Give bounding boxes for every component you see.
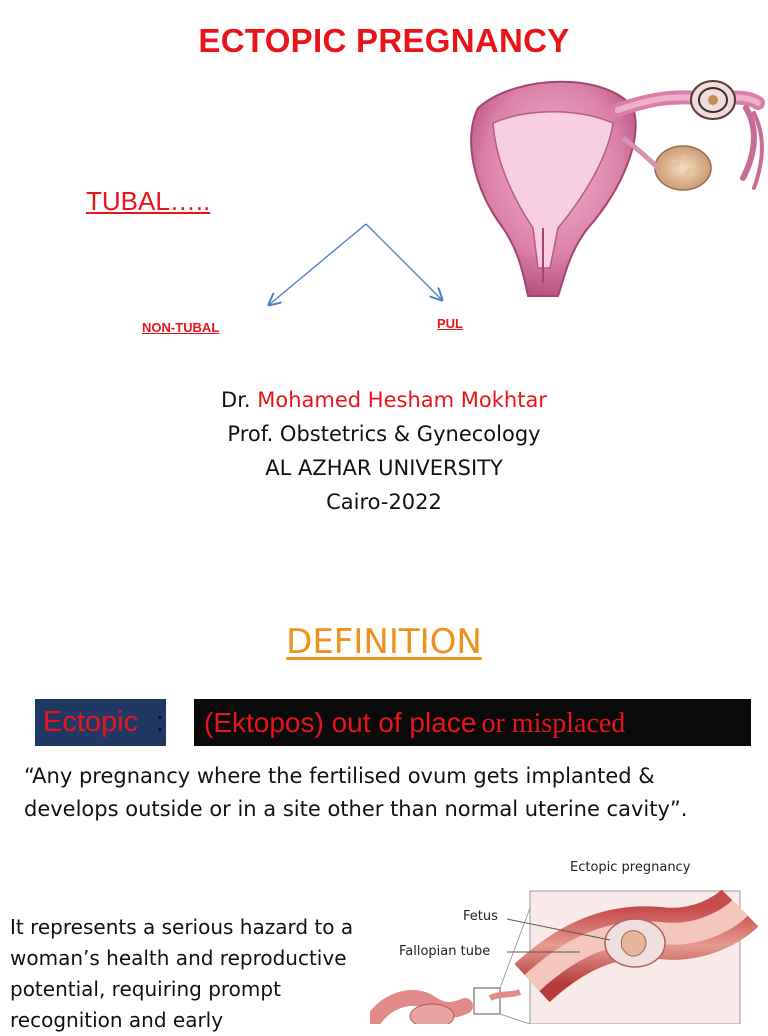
author-role: Prof. Obstetrics & Gynecology [227, 422, 541, 446]
place-year: Cairo-2022 [326, 490, 442, 514]
definition-quote: “Any pregnancy where the fertilised ovum gets implanted & develops outside or in a site other than normal uterine cavity”. [24, 764, 688, 821]
meaning-part1: (Ektopos) out of place [204, 707, 477, 738]
figure-label-tube: Fallopian tube [399, 944, 491, 959]
ectopic-figure [370, 888, 768, 1024]
pul-label: PUL [437, 316, 463, 331]
hazard-paragraph: It represents a serious hazard to a woman’s health and reproductive potential, requiring prompt recognition and early [10, 915, 354, 1032]
slide-title: ECTOPIC PREGNANCY [198, 22, 570, 59]
uterus-illustration [458, 68, 768, 300]
arrow-left [270, 224, 366, 304]
term-text: Ectopic [43, 706, 139, 738]
figure-label-fetus: Fetus [463, 909, 498, 924]
tubal-label: TUBAL….. [86, 186, 211, 216]
non-tubal-label: NON-TUBAL [142, 320, 220, 335]
term-box [35, 699, 166, 746]
figure-title: Ectopic pregnancy [570, 860, 691, 875]
term-colon: : [156, 706, 165, 738]
author-block [0, 383, 768, 519]
arrow-right [366, 224, 441, 299]
definition-heading: DEFINITION [286, 622, 482, 662]
author-prefix: Dr. [221, 388, 251, 412]
meaning-part2: or misplaced [481, 708, 626, 739]
meaning-box [194, 699, 751, 746]
author-name: Mohamed Hesham Mokhtar [257, 388, 547, 412]
author-line [0, 383, 768, 417]
institution: AL AZHAR UNIVERSITY [265, 456, 503, 480]
